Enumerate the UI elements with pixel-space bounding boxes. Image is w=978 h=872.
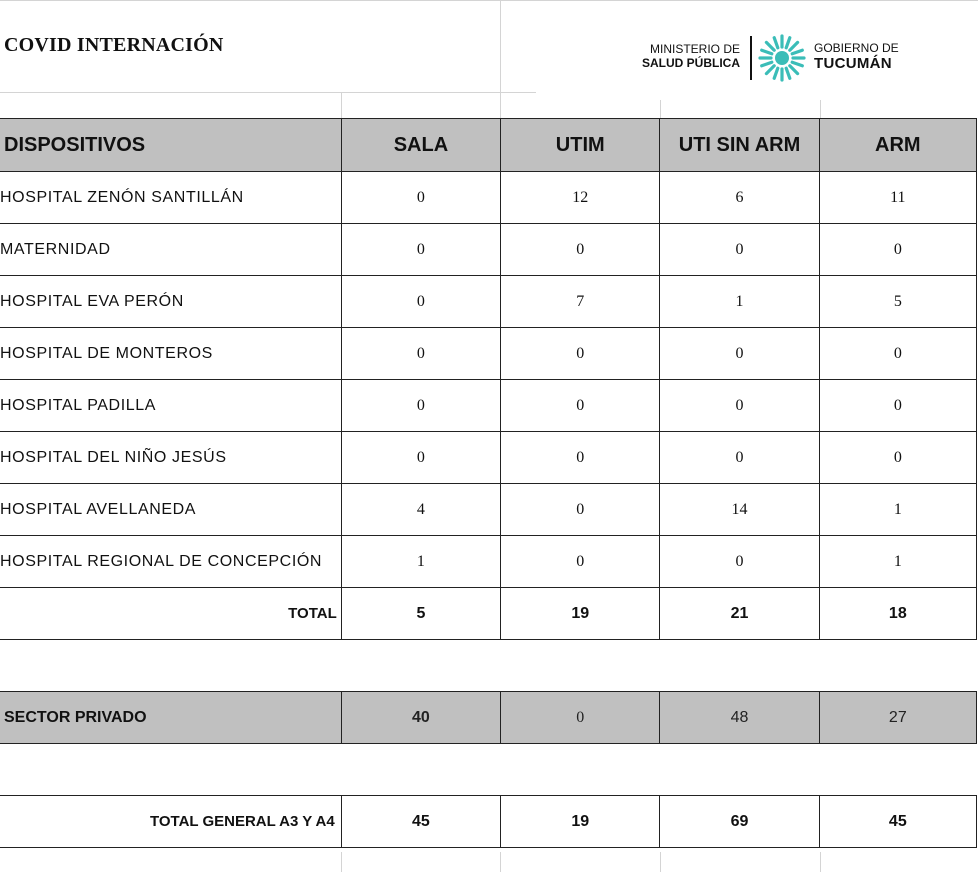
table-cell: 1 [819, 484, 976, 536]
hospital-name: HOSPITAL ZENÓN SANTILLÁN [0, 172, 341, 224]
gobierno-text [814, 41, 899, 73]
empty-cell [341, 640, 500, 692]
total-label: TOTAL [0, 588, 341, 640]
table-cell: 4 [341, 484, 500, 536]
table-cell: 18 [819, 588, 976, 640]
hospital-name: MATERNIDAD [0, 224, 341, 276]
covid-table [0, 118, 977, 848]
column-header: UTI SIN ARM [660, 119, 819, 172]
empty-cell [819, 744, 976, 796]
table-row [0, 380, 977, 432]
empty-cell [501, 744, 660, 796]
column-header: UTIM [501, 119, 660, 172]
table-row [0, 172, 977, 224]
general-total-label: TOTAL GENERAL A3 Y A4 [0, 796, 341, 848]
empty-cell [501, 640, 660, 692]
table-cell: 1 [819, 536, 976, 588]
logo-separator [750, 36, 752, 80]
table-cell: 69 [660, 796, 819, 848]
grid-line [500, 852, 501, 872]
spacer-row [0, 744, 977, 796]
table-cell: 0 [819, 432, 976, 484]
table-cell: 45 [819, 796, 976, 848]
table-cell: 11 [819, 172, 976, 224]
grid-line [660, 100, 661, 118]
table-cell: 0 [501, 536, 660, 588]
table-row [0, 536, 977, 588]
empty-cell [0, 640, 341, 692]
table-cell: 0 [660, 224, 819, 276]
grid-line [660, 852, 661, 872]
table-cell: 14 [660, 484, 819, 536]
table-row [0, 276, 977, 328]
table-header-row [0, 119, 977, 172]
private-sector-label: SECTOR PRIVADO [0, 692, 341, 744]
table-cell: 0 [341, 172, 500, 224]
sun-emblem-icon [758, 34, 806, 82]
table-cell: 12 [501, 172, 660, 224]
hospital-name: HOSPITAL EVA PERÓN [0, 276, 341, 328]
table-cell: 0 [819, 328, 976, 380]
table-cell: 19 [501, 796, 660, 848]
grid-line [0, 0, 978, 1]
ministry-logo [636, 30, 906, 86]
table-cell: 27 [819, 692, 976, 744]
total-row [0, 588, 977, 640]
table-row [0, 484, 977, 536]
spacer-row [0, 640, 977, 692]
table-cell: 0 [819, 224, 976, 276]
hospital-name: HOSPITAL DEL NIÑO JESÚS [0, 432, 341, 484]
table-cell: 0 [341, 328, 500, 380]
grid-line [500, 92, 501, 118]
hospital-name: HOSPITAL DE MONTEROS [0, 328, 341, 380]
gobierno-line1: GOBIERNO DE [814, 41, 899, 55]
column-header: DISPOSITIVOS [0, 119, 341, 172]
table-row [0, 224, 977, 276]
table-cell: 45 [341, 796, 500, 848]
table-cell: 0 [501, 328, 660, 380]
table-cell: 0 [341, 432, 500, 484]
ministerio-line1: MINISTERIO DE [649, 42, 740, 56]
table-cell: 0 [501, 380, 660, 432]
empty-cell [819, 640, 976, 692]
table-cell: 0 [660, 432, 819, 484]
table-row [0, 432, 977, 484]
table-cell: 0 [501, 692, 660, 744]
table-cell: 5 [819, 276, 976, 328]
table-cell: 5 [341, 588, 500, 640]
empty-cell [660, 744, 819, 796]
gobierno-line2: TUCUMÁN [814, 55, 892, 72]
table-cell: 6 [660, 172, 819, 224]
empty-cell [341, 744, 500, 796]
general-total-row [0, 796, 977, 848]
table-cell: 19 [501, 588, 660, 640]
empty-cell [0, 744, 341, 796]
page-title: COVID INTERNACIÓN [4, 34, 224, 56]
table-cell: 0 [819, 380, 976, 432]
column-header: SALA [341, 119, 500, 172]
table-cell: 21 [660, 588, 819, 640]
hospital-name: HOSPITAL REGIONAL DE CONCEPCIÓN [0, 536, 341, 588]
grid-line [820, 100, 821, 118]
table-cell: 0 [501, 484, 660, 536]
table-row [0, 328, 977, 380]
grid-line [341, 92, 342, 118]
hospital-name: HOSPITAL AVELLANEDA [0, 484, 341, 536]
table-cell: 0 [660, 328, 819, 380]
table-cell: 1 [341, 536, 500, 588]
table-cell: 0 [501, 224, 660, 276]
table-cell: 0 [341, 380, 500, 432]
table-cell: 0 [660, 380, 819, 432]
table-cell: 0 [660, 536, 819, 588]
table-cell: 1 [660, 276, 819, 328]
table-cell: 7 [501, 276, 660, 328]
table-cell: 48 [660, 692, 819, 744]
table-cell: 0 [501, 432, 660, 484]
ministerio-text [636, 42, 740, 70]
table-cell: 40 [341, 692, 500, 744]
ministerio-line2: SALUD PÚBLICA [642, 56, 740, 70]
table-cell: 0 [341, 276, 500, 328]
column-header: ARM [819, 119, 976, 172]
empty-cell [660, 640, 819, 692]
private-sector-row [0, 692, 977, 744]
grid-line [500, 0, 501, 92]
grid-line [820, 852, 821, 872]
grid-line [0, 92, 536, 93]
hospital-name: HOSPITAL PADILLA [0, 380, 341, 432]
table-cell: 0 [341, 224, 500, 276]
grid-line [341, 852, 342, 872]
